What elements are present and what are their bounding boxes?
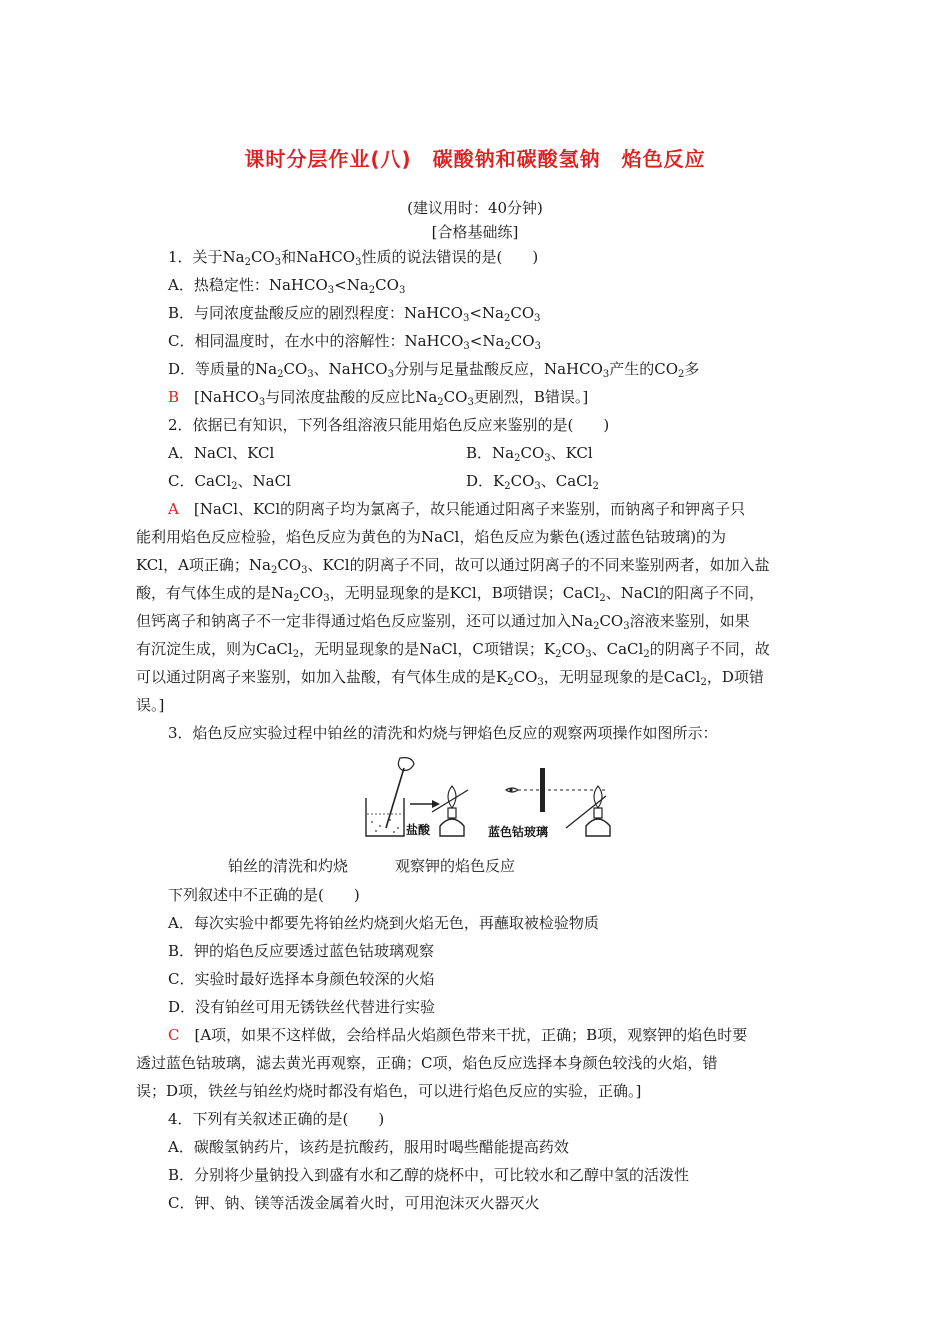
- figure-caption-right: 观察钾的焰色反应: [395, 857, 516, 875]
- q1-stem: 1．关于$Na_2CO_3$和NaHCO$_3$性质的说法错误的是( ): [168, 248, 539, 268]
- alcohol-lamp-1: [440, 819, 464, 836]
- q4-stem: 4．下列有关叙述正确的是( ): [168, 1110, 385, 1128]
- hand: [398, 758, 414, 771]
- q1-explanation: B [NaHCO$_3$与同浓度盐酸的反应比$Na_2CO_3$更剧烈，B错误。]: [168, 388, 589, 408]
- q2-explanation-line8: 误。]: [136, 696, 165, 714]
- q2-explanation-line2: 能利用焰色反应检验，焰色反应为黄色的为NaCl，焰色反应为紫色(透过蓝色钴玻璃)的为: [136, 528, 727, 546]
- q2-explanation-line6: 有沉淀生成，则为CaCl$_2$，无明显现象的是NaCl，C项错误；$K_2CO_3$、CaCl$_2$的阴离子不同，故: [136, 640, 770, 660]
- q3-option-a: A．每次实验中都要先将铂丝灼烧到火焰无色，再蘸取被检验物质: [168, 914, 599, 932]
- q2-option-c: C．CaCl$_2$、NaCl: [168, 472, 291, 492]
- q3-stem: 3．焰色反应实验过程中铂丝的清洗和灼烧与钾焰色反应的观察两项操作如图所示：: [168, 724, 718, 742]
- time-hint: (建议用时：40分钟): [407, 199, 543, 217]
- q2-explanation-line4: 酸，有气体生成的是$Na_2CO_3$，无明显现象的是KCl，B项错误；CaCl$_2$、NaCl的阳离子不同，: [136, 584, 765, 604]
- q2-option-b: B．$Na_2CO_3$、KCl: [466, 444, 593, 464]
- flame-1: [448, 786, 456, 808]
- section-label: [合格基础练]: [431, 223, 519, 241]
- q3-option-d: D．没有铂丝可用无锈铁丝代替进行实验: [168, 998, 436, 1016]
- q2-explanation-line7: 可以通过阴离子来鉴别，如加入盐酸，有气体生成的是$K_2CO_3$，无明显现象的是CaCl$_2$，D项错: [136, 668, 764, 688]
- q2-explanation-line1: A [NaCl、KCl的阴离子均为氯离子，故只能通过阳离子来鉴别，而钠离子和钾离子只: [168, 500, 746, 518]
- cobalt-glass: [540, 768, 545, 812]
- q2-explanation-line3: KCl，A项正确；$Na_2CO_3$、KCl的阴离子不同，故可以通过阴离子的不同来鉴别两者，如加入盐: [136, 556, 770, 576]
- q3-explanation-line1: C [A项，如果不这样做，会给样品火焰颜色带来干扰，正确；B项，观察钾的焰色时要: [168, 1026, 748, 1044]
- q3-ask: 下列叙述中不正确的是( ): [168, 886, 360, 904]
- alcohol-lamp-2: [586, 819, 610, 836]
- q4-option-c: C．钾、钠、镁等活泼金属着火时，可用泡沫灭火器灭火: [168, 1194, 540, 1212]
- q2-stem: 2．依据已有知识，下列各组溶液只能用焰色反应来鉴别的是( ): [168, 416, 610, 434]
- page-title: 课时分层作业(八) 碳酸钠和碳酸氢钠 焰色反应: [244, 147, 706, 171]
- flame-test-diagram: [360, 756, 620, 840]
- q3-explanation-line2: 透过蓝色钴玻璃，滤去黄光再观察，正确；C项，焰色反应选择本身颜色较浅的火焰，错: [136, 1054, 718, 1072]
- q1-option-c: C．相同温度时，在水中的溶解性：$NaHCO_3<Na_2CO_3$: [168, 332, 541, 352]
- q3-option-b: B．钾的焰色反应要透过蓝色钴玻璃观察: [168, 942, 435, 960]
- figure-caption-left: 铂丝的清洗和灼烧: [228, 857, 349, 875]
- platinum-wire: [386, 768, 404, 828]
- q1-option-d: D．等质量的$Na_2CO_3$、NaHCO$_3$分别与足量盐酸反应，NaHCO$_3$产生的$CO_2$多: [168, 360, 700, 380]
- q4-option-b: B．分别将少量钠投入到盛有水和乙醇的烧杯中，可比较水和乙醇中氢的活泼性: [168, 1166, 690, 1184]
- q2-option-d: D．$K_2CO_3$、CaCl$_2$: [466, 472, 599, 492]
- liquid-dots: [371, 819, 399, 833]
- q4-option-a: A．碳酸氢钠药片，该药是抗酸药，服用时喝些醋能提高药效: [168, 1138, 569, 1156]
- label-hydrochloric-acid: 盐酸: [406, 823, 431, 837]
- q2-answer: A: [168, 500, 179, 518]
- q1-option-b: B．与同浓度盐酸反应的剧烈程度：$NaHCO_3<Na_2CO_3$: [168, 304, 541, 324]
- beaker: [366, 798, 404, 836]
- arrow-right: [432, 800, 440, 808]
- q1-option-a: A．热稳定性：$NaHCO_3<Na_2CO_3$: [168, 276, 406, 296]
- q3-option-c: C．实验时最好选择本身颜色较深的火焰: [168, 970, 435, 988]
- q3-explanation-line3: 误；D项，铁丝与铂丝灼烧时都没有焰色，可以进行焰色反应的实验，正确。]: [136, 1082, 642, 1100]
- q1-answer: B: [168, 388, 180, 406]
- label-cobalt-glass: 蓝色钴玻璃: [488, 825, 549, 839]
- q2-option-a: A．NaCl、KCl: [168, 444, 275, 462]
- q2-explanation-line5: 但钙离子和钠离子不一定非得通过焰色反应鉴别，还可以通过加入$Na_2CO_3$溶液来鉴别，如果: [136, 612, 750, 632]
- q3-answer: C: [168, 1026, 180, 1044]
